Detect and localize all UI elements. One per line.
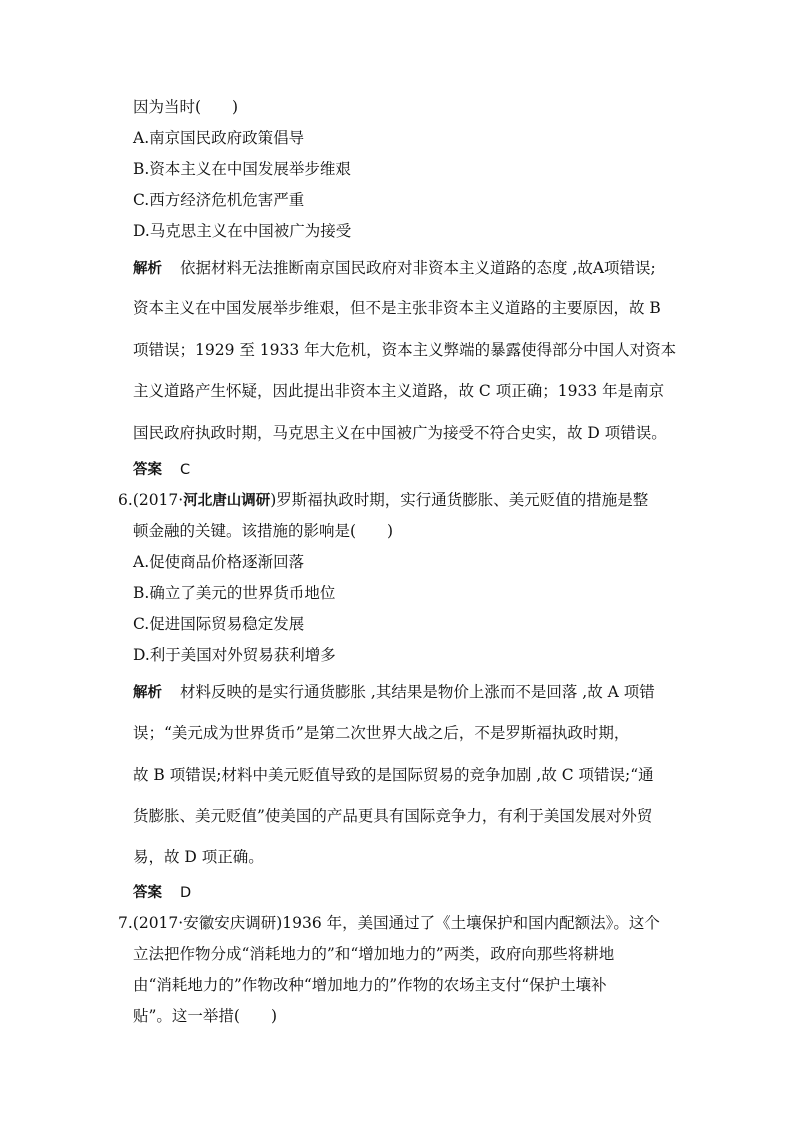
q7-stem-text-1: 1936 年，美国通过了《土壤保护和国内配额法》。这个: [282, 914, 660, 932]
q6-option-a: A.促使商品价格逐渐回落: [133, 553, 305, 571]
q5-option-b: B.资本主义在中国发展举步维艰: [133, 160, 351, 178]
q6-stem-line-2: 顿金融的关键。该措施的影响是( ): [133, 522, 394, 540]
q6-option-b: B.确立了美元的世界货币地位: [133, 584, 336, 602]
q5-analysis-line-3: 项错误；1929 至 1933 年大危机，资本主义弊端的暴露使得部分中国人对资本: [133, 341, 677, 359]
q6-analysis-line-2: 误；“美元成为世界货币”是第二次世界大战之后，不是罗斯福执政时期，: [133, 724, 630, 742]
q7-number: 7.(2017·安徽安庆调研): [118, 914, 283, 932]
q6-answer-value: D: [180, 885, 192, 901]
q6-number: 6.(2017·: [118, 491, 184, 509]
q5-answer-value: C: [180, 462, 191, 478]
q5-option-a: A.南京国民政府政策倡导: [133, 129, 305, 147]
q6-source: 河北唐山调研: [183, 493, 271, 509]
q6-analysis-line-4: 货膨胀、美元贬值”使美国的产品更具有国际竞争力，有利于美国发展对外贸: [133, 807, 653, 825]
q7-stem-line-1: [118, 913, 660, 933]
q6-answer: [133, 882, 191, 903]
q6-analysis-line-5: 易，故 D 项正确。: [133, 848, 264, 866]
q6-option-c: C.促进国际贸易稳定发展: [133, 615, 305, 633]
q6-analysis-line-3: 故 B 项错误;材料中美元贬值导致的是国际贸易的竞争加剧 ,故 C 项错误;“通: [133, 766, 654, 784]
q6-analysis-text-1: 材料反映的是实行通货膨胀 ,其结果是物价上涨而不是回落 ,故 A 项错: [180, 683, 655, 701]
q7-stem-line-4: 贴”。这一举措( ): [133, 1007, 278, 1025]
q5-analysis-label: 解析: [133, 261, 162, 277]
q5-option-c: C.西方经济危机危害严重: [133, 191, 305, 209]
q5-analysis-line-5: 国民政府执政时期，马克思主义在中国被广为接受不符合史实，故 D 项错误。: [133, 424, 667, 442]
q5-stem-tail: 因为当时( ): [133, 98, 239, 116]
q5-answer: [133, 459, 190, 480]
q6-answer-label: 答案: [133, 885, 162, 901]
q5-analysis-line-1: [133, 258, 656, 279]
q6-stem-text-1: )罗斯福执政时期，实行通货膨胀、美元贬值的措施是整: [270, 491, 649, 509]
q5-analysis-line-2: 资本主义在中国发展举步维艰，但不是主张非资本主义道路的主要原因，故 B: [133, 299, 661, 317]
q6-analysis-label: 解析: [133, 685, 162, 701]
q5-analysis-text-1: 依据材料无法推断南京国民政府对非资本主义道路的态度 ,故A项错误;: [180, 259, 656, 277]
q5-answer-label: 答案: [133, 462, 162, 478]
q6-stem-line-1: [118, 490, 648, 511]
q5-analysis-line-4: 主义道路产生怀疑，因此提出非资本主义道路，故 C 项正确；1933 年是南京: [133, 382, 665, 400]
q6-option-d: D.利于美国对外贸易获利增多: [133, 646, 336, 664]
q7-stem-line-2: 立法把作物分成“消耗地力的”和“增加地力的”两类，政府向那些将耕地: [133, 945, 615, 963]
q7-stem-line-3: 由“消耗地力的”作物改种“增加地力的”作物的农场主支付“保护土壤补: [133, 976, 607, 994]
q5-option-d: D.马克思主义在中国被广为接受: [133, 222, 352, 240]
q6-analysis-line-1: [133, 682, 655, 703]
